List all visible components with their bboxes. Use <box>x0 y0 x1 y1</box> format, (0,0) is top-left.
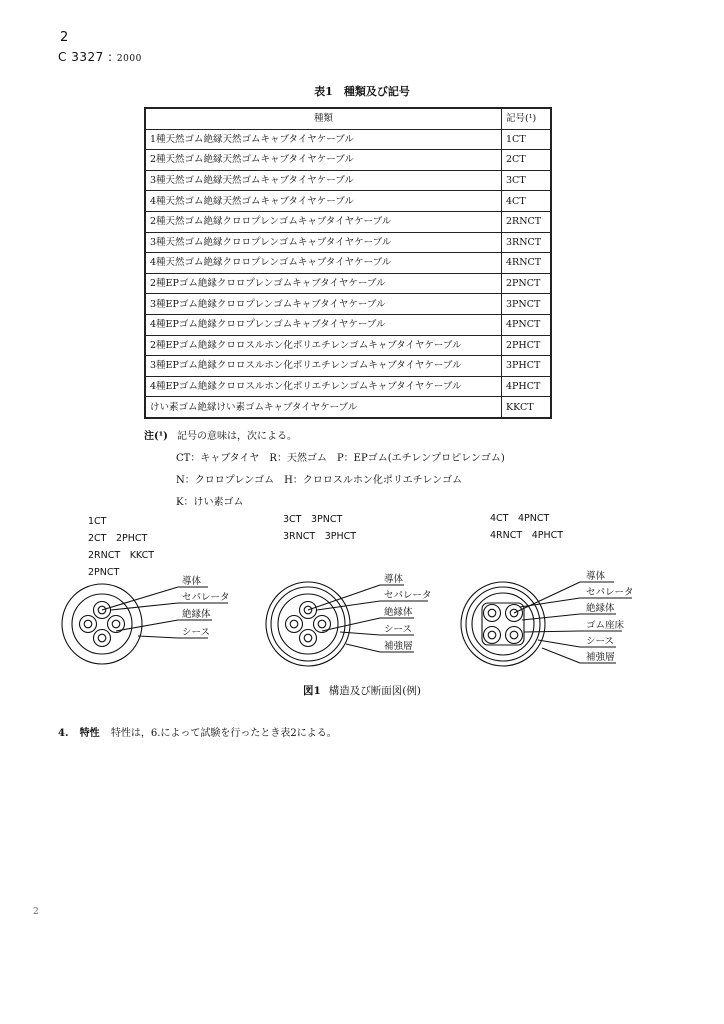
symbol-cell: 3CT <box>502 170 552 191</box>
label-2-insulator: 絶縁体 <box>384 607 413 618</box>
figure-caption <box>0 683 724 698</box>
label-1-separator: セパレータ <box>182 592 230 603</box>
label-3-bedding: ゴム座床 <box>586 620 625 631</box>
section-text: 特性は，6.によって試験を行ったとき表2による。 <box>110 728 337 739</box>
standard-year: 2000 <box>116 54 142 64</box>
section-title: 特性 <box>79 728 100 739</box>
edge-mark: 2 <box>33 907 39 917</box>
kind-cell: 2種EPゴム絶縁クロロプレンゴムキャブタイヤケーブル <box>145 273 502 294</box>
kind-cell: 1種天然ゴム絶縁天然ゴムキャブタイヤケーブル <box>145 129 502 150</box>
table-row <box>145 397 551 418</box>
note-intro: 記号の意味は，次による。 <box>177 431 298 442</box>
symbol-cell: 4PNCT <box>502 314 552 335</box>
page-number: 2 <box>60 30 69 45</box>
kind-cell: 2種天然ゴム絶縁クロロプレンゴムキャブタイヤケーブル <box>145 211 502 232</box>
table-row <box>145 211 551 232</box>
note-line-2: N：クロロプレンゴム H：クロロスルホン化ポリエチレンゴム <box>176 475 463 486</box>
label-1-sheath: シース <box>182 627 211 638</box>
kind-cell: 4種EPゴム絶縁クロロスルホン化ポリエチレンゴムキャブタイヤケーブル <box>145 376 502 397</box>
col-symbol-header: 記号(¹) <box>502 108 552 129</box>
symbol-cell: 2RNCT <box>502 211 552 232</box>
kind-cell: 3種天然ゴム絶縁天然ゴムキャブタイヤケーブル <box>145 170 502 191</box>
figure-group-1: 1CT 2CT 2PHCT 2RNCT KKCT 2PNCT <box>88 516 155 578</box>
section-number: 4. <box>58 728 69 739</box>
table-row <box>145 191 551 212</box>
note-line-3: K：けい素ゴム <box>176 497 244 508</box>
label-2-sheath: シース <box>384 624 413 635</box>
table-note <box>144 426 584 506</box>
table-row <box>145 253 551 274</box>
kind-cell: 2種EPゴム絶縁クロロスルホン化ポリエチレンゴムキャブタイヤケーブル <box>145 335 502 356</box>
label-1-insulator: 絶縁体 <box>182 609 211 620</box>
section-4 <box>58 724 337 739</box>
label-3-insulator: 絶縁体 <box>586 603 615 614</box>
kind-cell: 4種天然ゴム絶縁天然ゴムキャブタイヤケーブル <box>145 191 502 212</box>
figure-group-2: 3CT 3PNCT 3RNCT 3PHCT <box>283 514 357 542</box>
label-3-sheath: シース <box>586 636 615 647</box>
table-row <box>145 150 551 171</box>
figure-group-3: 4CT 4PNCT 4RNCT 4PHCT <box>490 513 564 541</box>
label-1-conductor: 導体 <box>182 576 202 587</box>
symbol-cell: 4PHCT <box>502 376 552 397</box>
table-row <box>145 129 551 150</box>
note-label: 注(¹) <box>144 431 168 442</box>
table-row <box>145 273 551 294</box>
symbol-cell: 4RNCT <box>502 253 552 274</box>
figure-title: 構造及び断面図(例) <box>328 685 421 697</box>
label-2-reinforcement: 補強層 <box>384 641 413 652</box>
col-kind-header: 種類 <box>145 108 502 129</box>
kind-cell: 3種EPゴム絶縁クロロプレンゴムキャブタイヤケーブル <box>145 294 502 315</box>
kind-cell: 2種天然ゴム絶縁天然ゴムキャブタイヤケーブル <box>145 150 502 171</box>
symbol-cell: 4CT <box>502 191 552 212</box>
table-row <box>145 170 551 191</box>
table-row <box>145 376 551 397</box>
table-header-row <box>145 108 551 129</box>
symbol-cell: KKCT <box>502 397 552 418</box>
symbol-cell: 2CT <box>502 150 552 171</box>
kind-cell: けい素ゴム絶縁けい素ゴムキャブタイヤケーブル <box>145 397 502 418</box>
label-3-reinforcement: 補強層 <box>586 652 615 663</box>
note-line-1: CT：キャブタイヤ R：天然ゴム P：EPゴム(エチレンプロピレンゴム) <box>176 453 505 464</box>
symbol-cell: 3PHCT <box>502 356 552 377</box>
label-2-separator: セパレータ <box>384 590 432 601</box>
standard-code: C 3327 <box>58 50 104 64</box>
symbol-cell: 2PHCT <box>502 335 552 356</box>
symbol-cell: 1CT <box>502 129 552 150</box>
symbol-cell: 2PNCT <box>502 273 552 294</box>
figure-number: 図1 <box>302 685 321 697</box>
table1-title: 表1 種類及び記号 <box>314 85 410 98</box>
label-3-conductor: 導体 <box>586 571 606 582</box>
table-row <box>145 356 551 377</box>
kind-cell: 3種天然ゴム絶縁クロロプレンゴムキャブタイヤケーブル <box>145 232 502 253</box>
symbol-cell: 3PNCT <box>502 294 552 315</box>
standard-id: C 3327 : 2000 <box>58 50 142 64</box>
kind-cell: 4種天然ゴム絶縁クロロプレンゴムキャブタイヤケーブル <box>145 253 502 274</box>
label-2-conductor: 導体 <box>384 574 404 585</box>
table1 <box>144 107 552 419</box>
cross-section-figure <box>0 560 724 680</box>
table-row <box>145 335 551 356</box>
kind-cell: 4種EPゴム絶縁クロロプレンゴムキャブタイヤケーブル <box>145 314 502 335</box>
kind-cell: 3種EPゴム絶縁クロロスルホン化ポリエチレンゴムキャブタイヤケーブル <box>145 356 502 377</box>
label-3-separator: セパレータ <box>586 587 634 598</box>
table-row <box>145 232 551 253</box>
table-row <box>145 294 551 315</box>
table-row <box>145 314 551 335</box>
symbol-cell: 3RNCT <box>502 232 552 253</box>
